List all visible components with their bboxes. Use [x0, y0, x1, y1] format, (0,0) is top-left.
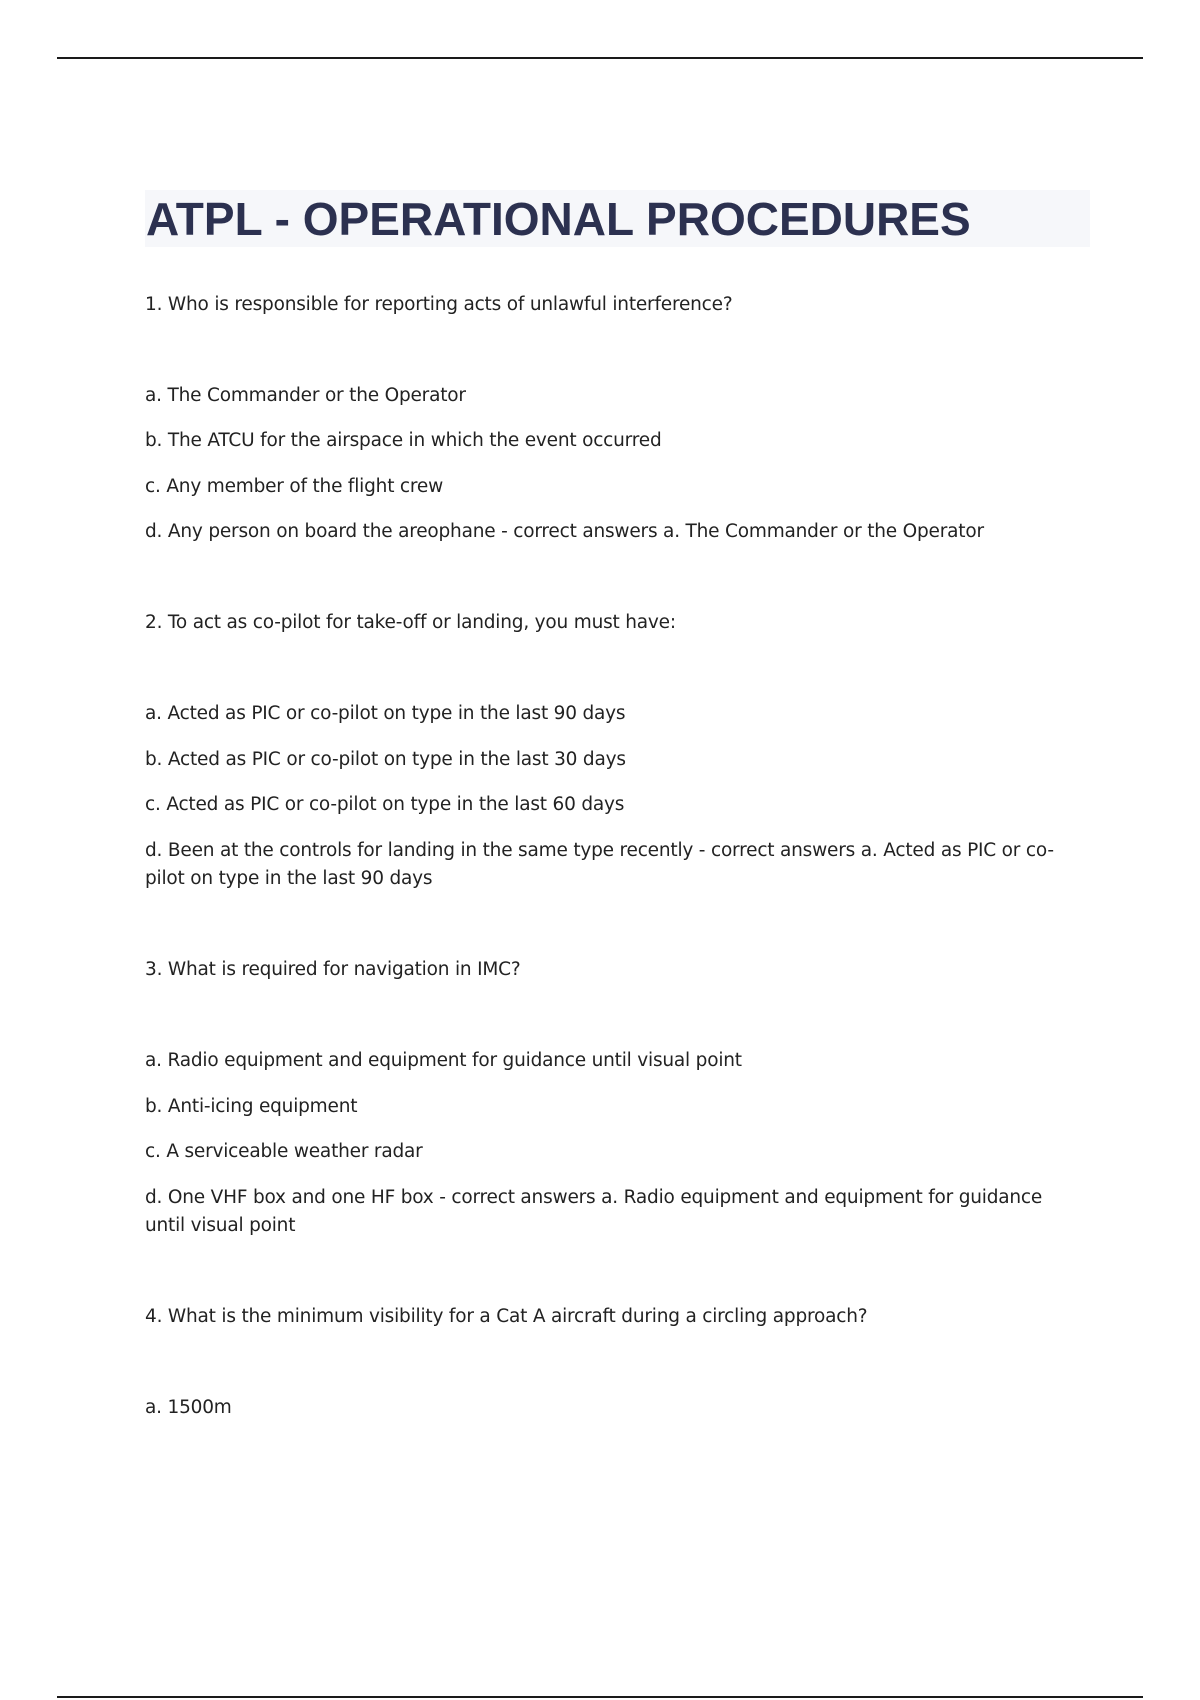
question-1-option-c: c. Any member of the flight crew	[145, 476, 444, 497]
question-2: 2. To act as co-pilot for take-off or landing, you must have:	[145, 612, 676, 633]
bottom-rule	[57, 1696, 1143, 1698]
question-2-option-b: b. Acted as PIC or co-pilot on type in the last 30 days	[145, 749, 626, 770]
question-2-option-d: d. Been at the controls for landing in the same type recently - correct answers a. Acted as PIC or co-pilot on type in the last 90 days	[145, 840, 1054, 889]
question-3-option-b: b. Anti-icing equipment	[145, 1096, 358, 1117]
question-4: 4. What is the minimum visibility for a Cat A aircraft during a circling approach?	[145, 1306, 868, 1327]
question-3-option-c: c. A serviceable weather radar	[145, 1141, 423, 1162]
question-2-option-a: a. Acted as PIC or co-pilot on type in the last 90 days	[145, 703, 626, 724]
top-rule	[57, 57, 1143, 59]
question-1: 1. Who is responsible for reporting acts of unlawful interference?	[145, 294, 733, 315]
question-1-option-a: a. The Commander or the Operator	[145, 385, 466, 406]
question-3-option-a: a. Radio equipment and equipment for guidance until visual point	[145, 1050, 742, 1071]
question-1-option-b: b. The ATCU for the airspace in which the event occurred	[145, 430, 662, 451]
question-4-option-a: a. 1500m	[145, 1397, 232, 1418]
question-3: 3. What is required for navigation in IMC?	[145, 959, 521, 980]
question-2-option-c: c. Acted as PIC or co-pilot on type in the last 60 days	[145, 794, 625, 815]
document-title: ATPL - OPERATIONAL PROCEDURES	[146, 193, 971, 245]
question-3-option-d: d. One VHF box and one HF box - correct answers a. Radio equipment and equipment for guidance until visual point	[145, 1187, 1043, 1236]
question-1-option-d: d. Any person on board the areophane - correct answers a. The Commander or the Operator	[145, 521, 984, 542]
